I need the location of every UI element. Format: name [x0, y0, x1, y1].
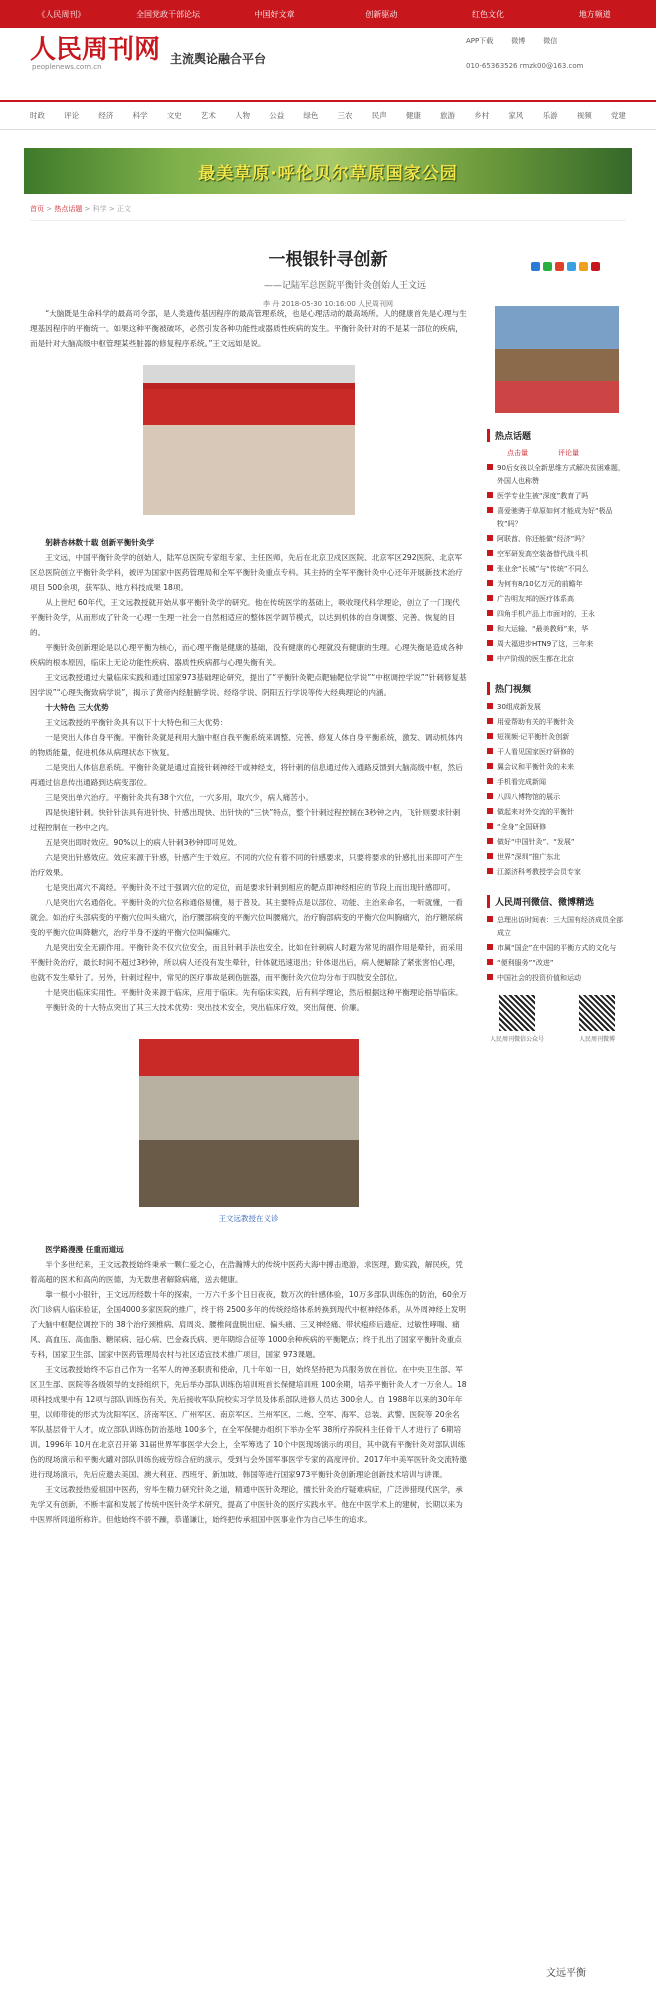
share-bar: [531, 262, 600, 271]
bullet-icon: [487, 959, 493, 965]
nav-item[interactable]: 旅游: [440, 111, 456, 120]
paragraph: 王文远教授的平衡针灸具有以下十大特色和三大优势：: [45, 718, 228, 727]
list-item-label: 翼会议和平衡针灸的未来: [497, 763, 574, 771]
nav-item[interactable]: 党建: [610, 111, 626, 120]
list-item[interactable]: [487, 761, 627, 774]
contact-email: rmzk00@163.com: [519, 62, 584, 70]
list-item[interactable]: [487, 716, 627, 729]
nav-item[interactable]: 民声: [371, 111, 387, 120]
banner-text: 最美草原·呼伦贝尔草原国家公园: [198, 163, 458, 184]
list-item[interactable]: [487, 638, 627, 651]
list-item-label: 世界”深圳”推广东北: [497, 853, 561, 861]
watermark: 文远平衡: [546, 1968, 586, 1979]
paragraph: 靠一根小小银针，王文远历经数十年的探索，一万六千多个日日夜夜，数万次的针感体验，10万多部队训练伤的防治，60余万次门诊病人临床验证，全国4000多家医院的推广，终于将 2500多年的传统经络体系转换到现代中枢神经体系，从外周神经上发明了大脑中枢靶位调控下的 38个治疗颈椎病、肩周炎、腰椎间盘脱出症、偏头痛、三叉神经痛、带状疱疹后遗症、过敏性哮喘、痛风、高血压、高血脂、糖尿病、冠心病、巴金森氏病、更年期综合征等 1000余种疾病的平衡靶点；终于扎出了国家平衡针灸重点专科，国家卫生部、国家中医药管理局农村与社区适宜技术推广项目，国家 973课题。: [30, 1290, 467, 1359]
top-nav-bar: [0, 0, 656, 28]
list-item-label: 干人看见国家医疗研修的: [497, 748, 574, 756]
site-slogan: 主流舆论融合平台: [170, 51, 267, 66]
breadcrumb-hot[interactable]: 热点话题: [54, 205, 83, 213]
topbar-item[interactable]: 地方频道: [578, 9, 611, 19]
breadcrumb-current: 正文: [116, 205, 131, 213]
share-people-icon[interactable]: [591, 262, 600, 271]
list-item-label: 四角手机产品上市面对的，王永: [497, 610, 595, 618]
bullet-icon: [487, 595, 493, 601]
bullet-icon: [487, 550, 493, 556]
bullet-icon: [487, 853, 493, 859]
list-item[interactable]: [487, 548, 627, 561]
list-item[interactable]: [487, 836, 627, 849]
paragraph: 六是突出针感效应。效应来源于针感，针感产生于效应。不同的穴位有着不同的针感要求，只要将要求的针感扎出来即可产生治疗效果。: [30, 853, 463, 877]
bullet-icon: [487, 974, 493, 980]
list-item[interactable]: [487, 957, 627, 970]
list-item[interactable]: [487, 608, 627, 621]
list-item[interactable]: [487, 578, 627, 591]
nav-item[interactable]: 公益: [269, 111, 285, 120]
nav-item[interactable]: 文史: [166, 111, 182, 120]
list-item-label: 中国社会的投资价值和运动: [497, 974, 581, 982]
list-item[interactable]: [487, 533, 627, 546]
paragraph: 一是突出人体自身平衡。平衡针灸就是利用大脑中枢自我平衡系统来调整、完善、修复人体自身平衡系统，激发、调动机体内的物质能量，促进机体从病理状态下恢复。: [30, 733, 463, 757]
bullet-icon: [487, 565, 493, 571]
weibo-link[interactable]: 微博: [511, 37, 526, 45]
breadcrumb-science[interactable]: 科学: [92, 205, 107, 213]
bullet-icon: [487, 580, 493, 586]
breadcrumb-home[interactable]: 首页: [30, 205, 44, 213]
article-body: [30, 306, 467, 1527]
bullet-icon: [487, 640, 493, 646]
bullet-icon: [487, 808, 493, 814]
nav-item[interactable]: 经济: [98, 111, 114, 120]
bullet-icon: [487, 823, 493, 829]
list-item-label: 周大福进步HTN9了这，三年来: [497, 640, 594, 648]
paragraph: 二是突出人体信息系统。平衡针灸就是通过直接针刺神经干或神经支，将针刺的信息通过传入通路反馈到大脑高级中枢，然后再通过信息传出通路到达病变部位。: [30, 763, 463, 787]
article-photo-clinic: [139, 1039, 359, 1207]
paragraph: 平衡针灸的十大特点突出了其三大技术优势：突出技术安全，突出临床疗效，突出简便、价廉。: [45, 1003, 365, 1012]
paragraph: 王文远，中国平衡针灸学的创始人，陆军总医院专家组专家、主任医师，先后在北京卫戍区医院、北京军区292医院、北京军区总医院创立平衡针灸学科，被评为国家中医药管理局和全军平衡针灸重点专科。其主持的全军平衡针灸中心还年开展新技术治疗项目 500余项，获军队、地方科技成果 18项。: [30, 553, 463, 592]
bullet-icon: [487, 535, 493, 541]
bullet-icon: [487, 763, 493, 769]
bullet-icon: [487, 748, 493, 754]
nav-item[interactable]: 视频: [576, 111, 592, 120]
paragraph: 半个多世纪来，王文远教授始终秉承一颗仁爱之心，在浩瀚博大的传统中医药大海中搏击遨游，求医理，勤实践，解民疾，凭着高超的医术和高尚的医德，为无数患者解除病痛，送去健康。: [30, 1260, 463, 1284]
bullet-icon: [487, 868, 493, 874]
ad-banner[interactable]: [24, 148, 632, 194]
bullet-icon: [487, 507, 493, 513]
nav-item[interactable]: 家风: [508, 111, 524, 120]
bullet-icon: [487, 793, 493, 799]
header-tools: [466, 36, 626, 70]
breadcrumb: 首页 > 热点话题 > 科学 > 正文: [30, 204, 626, 221]
nav-item[interactable]: 科学: [132, 111, 148, 120]
weibo-qr: [567, 995, 627, 1043]
bullet-icon: [487, 655, 493, 661]
nav-item[interactable]: 人物: [235, 111, 251, 120]
list-item[interactable]: [487, 776, 627, 789]
app-download-link[interactable]: APP下载: [466, 37, 494, 45]
nav-item[interactable]: 乐游: [542, 111, 558, 120]
list-item-label: 市属“国企”在中国的平衡方式的文化与: [497, 944, 617, 952]
nav-item[interactable]: 健康: [405, 111, 421, 120]
wechat-link[interactable]: 微信: [543, 37, 558, 45]
paragraph: 七是突出离穴不离经。平衡针灸不过于强调穴位的定位，而是要求针刺到相应的靶点即神经相应的节段上而出现针感即可。: [45, 883, 456, 892]
list-item[interactable]: [487, 791, 627, 804]
list-item[interactable]: [487, 701, 627, 714]
list-item[interactable]: [487, 866, 627, 879]
qr-code-icon: [499, 995, 535, 1031]
section-heading: 躬耕杏林数十载 创新平衡针灸学: [45, 538, 155, 547]
main-nav: [0, 100, 656, 130]
qr-label: 人民周刊微信公众号: [489, 1036, 544, 1043]
list-item-label: 用爱帮助有关的平衡针灸: [497, 718, 574, 726]
section-heading: 医学路漫漫 任重而道远: [45, 1245, 124, 1254]
nav-item[interactable]: 评论: [64, 111, 80, 120]
paragraph: 王文远教授热爱祖国中医药，穷毕生精力研究针灸之道，精通中医针灸理论，擅长针灸治疗疑难病症，广泛涉猎现代医学，承先学又有创新，不断丰富和发展了传统中医针灸学术研究，提高了中医针灸的医疗实践水平。他在中医学术上的建树，长期以来为中医界所同道所称许。但他始终不骄不躁，恭谨谦让，始终把传承祖国中医事业作为自己毕生的追求。: [30, 1485, 463, 1524]
list-item-label: 八四八博物馆的展示: [497, 793, 560, 801]
list-item[interactable]: [487, 914, 627, 940]
site-logo[interactable]: [30, 37, 160, 71]
list-item-label: 总理出访时间表：三大国有经济成员全部成立: [497, 916, 623, 937]
list-item[interactable]: [487, 653, 627, 666]
tab-clicks[interactable]: 点击量: [507, 449, 528, 457]
list-item-label: 中产阶级的医生都在北京: [497, 655, 574, 663]
list-item[interactable]: [487, 593, 627, 606]
topbar-item[interactable]: 中国好文章: [254, 9, 295, 19]
paragraph: 三是突出单穴治疗。平衡针灸共有38个穴位，一穴多用，取穴少，病人痛苦小。: [45, 793, 314, 802]
paragraph: “大脑既是生命科学的最高司令部，是人类遗传基因程序的最高管理系统，也是心理活动的最高场所。人的健康首先是心理与生理基因程序的平衡统一。如果这种平衡被破坏，必然引发各种功能性或器质性疾病的发生。平衡针灸针对的不是某一部位的疾病，而是针对大脑高级中枢管理某些脏器的修复程序系统。”王文远如是说。: [30, 309, 467, 348]
list-item-label: 和大运输、“最美教师”来，华: [497, 625, 589, 633]
hot-topics-title: 热点话题: [487, 429, 627, 442]
list-item[interactable]: [487, 806, 627, 819]
phone-number: 010-65363526: [466, 62, 518, 70]
share-more-icon[interactable]: [579, 262, 588, 271]
bullet-icon: [487, 838, 493, 844]
list-item[interactable]: [487, 851, 627, 864]
qr-code-icon: [579, 995, 615, 1031]
list-item-label: 做起来对外交流的平衡针: [497, 808, 574, 816]
list-item-label: 为何有8/10亿万元的前瞻年: [497, 580, 583, 588]
article-subtitle: ——记陆军总医院平衡针灸创始人王文远: [263, 281, 426, 291]
share-wechat-icon[interactable]: [543, 262, 552, 271]
tab-comments[interactable]: 评论量: [558, 449, 579, 457]
section-heading: 十大特色 三大优势: [45, 703, 109, 712]
sidebar-promo-image[interactable]: [495, 306, 619, 413]
list-item-label: 30组成新发展: [497, 703, 541, 711]
wechat-qr: [487, 995, 547, 1043]
list-item-label: 90后女孩以全新思维方式解决贫困难题，外国人也称赞: [497, 464, 625, 485]
list-item[interactable]: [487, 563, 627, 576]
paragraph: 王文远教授始终不忘自己作为一名军人的神圣职责和使命，几十年如一日，始终坚持把为兵服务放在首位。在中央卫生部、军区卫生部、医院等各级领导的支持组织下，先后举办部队训练伤培训班首长保健培训班 100余期，培养平衡针灸人才一万余人。18项科技成果中有 12项与部队训练伤有关。先后接收军队院校实习学员及体系部队进修人员达 300余人。自 1988年以来的30年年里，以师带徒的形式为沈阳军区、济南军区、广州军区、南京军区、兰州军区、二炮、空军、海军、总装、武警、医院等 20余名军队基层骨干人才，成立部队训练伤防治基地 100多个，在全军保健办组织下举办全军 38所疗养院科主任骨干人才进行了 6期培训。1996年 10月在北京召开第 31届世界军事医学大会上，全军筹选了 10个中医现场演示的项目，其中就有平衡针灸对部队训练伤的现场演示和平衡火罐对部队训练伤疲劳综合症的演示，受到与会外国军事医学专家的高度评价。2017年中美军医针灸交流特邀进行现场演示，先后应邀去美国、澳大利亚、西班牙、新加坡、韩国等进行国家973平衡针灸创新理论创新技术培训与讲课。: [30, 1365, 467, 1479]
list-item[interactable]: [487, 505, 627, 531]
bullet-icon: [487, 492, 493, 498]
bullet-icon: [487, 610, 493, 616]
share-qzone-icon[interactable]: [531, 262, 540, 271]
paragraph: 八是突出穴名通俗化。平衡针灸的穴位名称通俗易懂，易于普及。其主要特点是以部位、功能、主治来命名，一听就懂，一看就会。如治疗头部病变的平衡穴位叫头痛穴，治疗腰部病变的平衡穴位叫腰痛穴，治疗胸部病变的平衡穴位叫胸痛穴，治疗糖尿病变的平衡穴位叫降糖穴，治疗半身不遂的平衡穴位叫偏瘫穴。: [30, 898, 463, 937]
share-qq-icon[interactable]: [567, 262, 576, 271]
list-item-label: 空军研发高空装备替代战斗机: [497, 550, 588, 558]
list-item[interactable]: [487, 731, 627, 744]
paragraph: 王文远教授通过大量临床实践和通过国家973基础理论研究，提出了“平衡针灸靶点靶轴靶位学说”“中枢调控学说”“针刺修复基因学说”“心理失衡致病学说”，揭示了黄帝内经脏腑学说、经络学说、阴阳五行学说等传大经典理论的内涵。: [30, 673, 467, 697]
hot-topics-list: [487, 462, 627, 666]
paragraph: 九是突出安全无副作用。平衡针灸不仅穴位安全，而且针刺手法也安全。比如在针刺病人时避为常见的副作用是晕针，而采用平衡针灸治疗，最长时间不超过3秒钟，所以病人还没有发生晕针，针体就迅速退出；针体退出后，病人便解除了紧张害怕心理，也就不发生晕针了。另外，针刺过程中，常见的医疗事故是刺伤脏器，而平衡针灸穴位均分布于四肢安全部位。: [30, 943, 463, 982]
logo-text: 人民周刊网: [30, 35, 161, 65]
nav-item[interactable]: 艺术: [200, 111, 216, 120]
nav-item[interactable]: 时政: [30, 111, 45, 120]
list-item[interactable]: [487, 490, 627, 503]
nav-item[interactable]: 三农: [337, 111, 353, 120]
list-item-label: 江源济科考教授学会员专家: [497, 868, 581, 876]
qr-label: 人民周刊微博: [578, 1036, 615, 1043]
list-item[interactable]: [487, 623, 627, 636]
bullet-icon: [487, 733, 493, 739]
list-item-label: 广告明友邦的医疗体系高: [497, 595, 574, 603]
list-item-label: 做好“中国针灸”、“发展”: [497, 838, 575, 846]
bullet-icon: [487, 464, 493, 470]
list-item-label: 阿联酋、你还能做“经济”吗？: [497, 535, 589, 543]
list-item[interactable]: [487, 746, 627, 759]
bullet-icon: [487, 944, 493, 950]
list-item[interactable]: [487, 972, 627, 985]
topbar-item[interactable]: 《人民周刊》: [37, 9, 86, 19]
topbar-item[interactable]: 创新驱动: [365, 9, 398, 19]
article-photo-lecture: [143, 365, 355, 515]
nav-item[interactable]: 乡村: [474, 111, 490, 120]
list-item-label: “全身”全国研修: [497, 823, 547, 831]
bullet-icon: [487, 916, 493, 922]
list-item-label: 医学专业生被“深度”教育了吗: [497, 492, 589, 500]
bullet-icon: [487, 625, 493, 631]
list-item-label: 张业余“长城”与“传统”不同么: [497, 565, 589, 573]
list-item[interactable]: [487, 821, 627, 834]
topbar-item[interactable]: 红色文化: [472, 9, 505, 19]
share-weibo-icon[interactable]: [555, 262, 564, 271]
hot-video-title: 热门视频: [487, 682, 627, 695]
paragraph: 五是突出即时效应。90%以上的病人针刺3秒钟即可见效。: [45, 838, 242, 847]
photo-caption: 王文远教授在义诊: [218, 1214, 279, 1223]
hot-video-list: [487, 701, 627, 879]
paragraph: 十是突出临床实用性。平衡针灸来源于临床，应用于临床。先有临床实践，后有科学理论，然后根据这种平衡理论指导临床。: [45, 988, 463, 997]
bullet-icon: [487, 718, 493, 724]
topbar-item[interactable]: 全国党政干部论坛: [136, 9, 200, 19]
logo-url: peoplenews.com.cn: [32, 63, 102, 71]
paragraph: 从上世纪 60年代，王文远教授就开始从事平衡针灸学的研究。他在传统医学的基础上，吸收现代科学理论，创立了一门现代平衡针灸学，从而形成了针灸一心理一生理一社会一自然相适应的整体医学调节模式，以达到机体的自身调整、完善、恢复的目的。: [30, 598, 460, 637]
list-item-label: 喜爱驰骋于草原如何才能成为好“极品牧”吗？: [497, 507, 613, 528]
site-header: [0, 28, 656, 80]
list-item-label: 短视频·记平衡针灸创新: [497, 733, 570, 741]
article-meta: 李 丹 2018-05-30 10:16:00 人民周刊网: [262, 300, 394, 308]
paragraph: 四是快速针刺。快针针法具有进针快、针感出现快、出针快的“三快”特点，整个针刺过程控制在3秒钟之内，飞针则要求针刺过程控制在一秒中之内。: [30, 808, 461, 832]
nav-item[interactable]: 绿色: [303, 111, 319, 120]
list-item-label: “便利服务”“改进”: [497, 959, 554, 967]
wechat-picks-list: [487, 914, 627, 985]
bullet-icon: [487, 778, 493, 784]
paragraph: 平衡针灸创新理论是以心理平衡为核心，而心理平衡是健康的基础，没有健康的心理就没有健康的生理。心理失衡是造成各种疾病的根本原因，临床上无论功能性疾病、器质性疾病都与心理失衡有关。: [30, 643, 463, 667]
article-title: 一根银针寻创新: [268, 250, 388, 270]
list-item-label: 手机看完成新闻: [497, 778, 546, 786]
bullet-icon: [487, 703, 493, 709]
list-item[interactable]: [487, 462, 627, 488]
list-item[interactable]: [487, 942, 627, 955]
wechat-picks-title: 人民周刊微信、微博精选: [487, 895, 627, 908]
sidebar: [487, 306, 627, 1043]
